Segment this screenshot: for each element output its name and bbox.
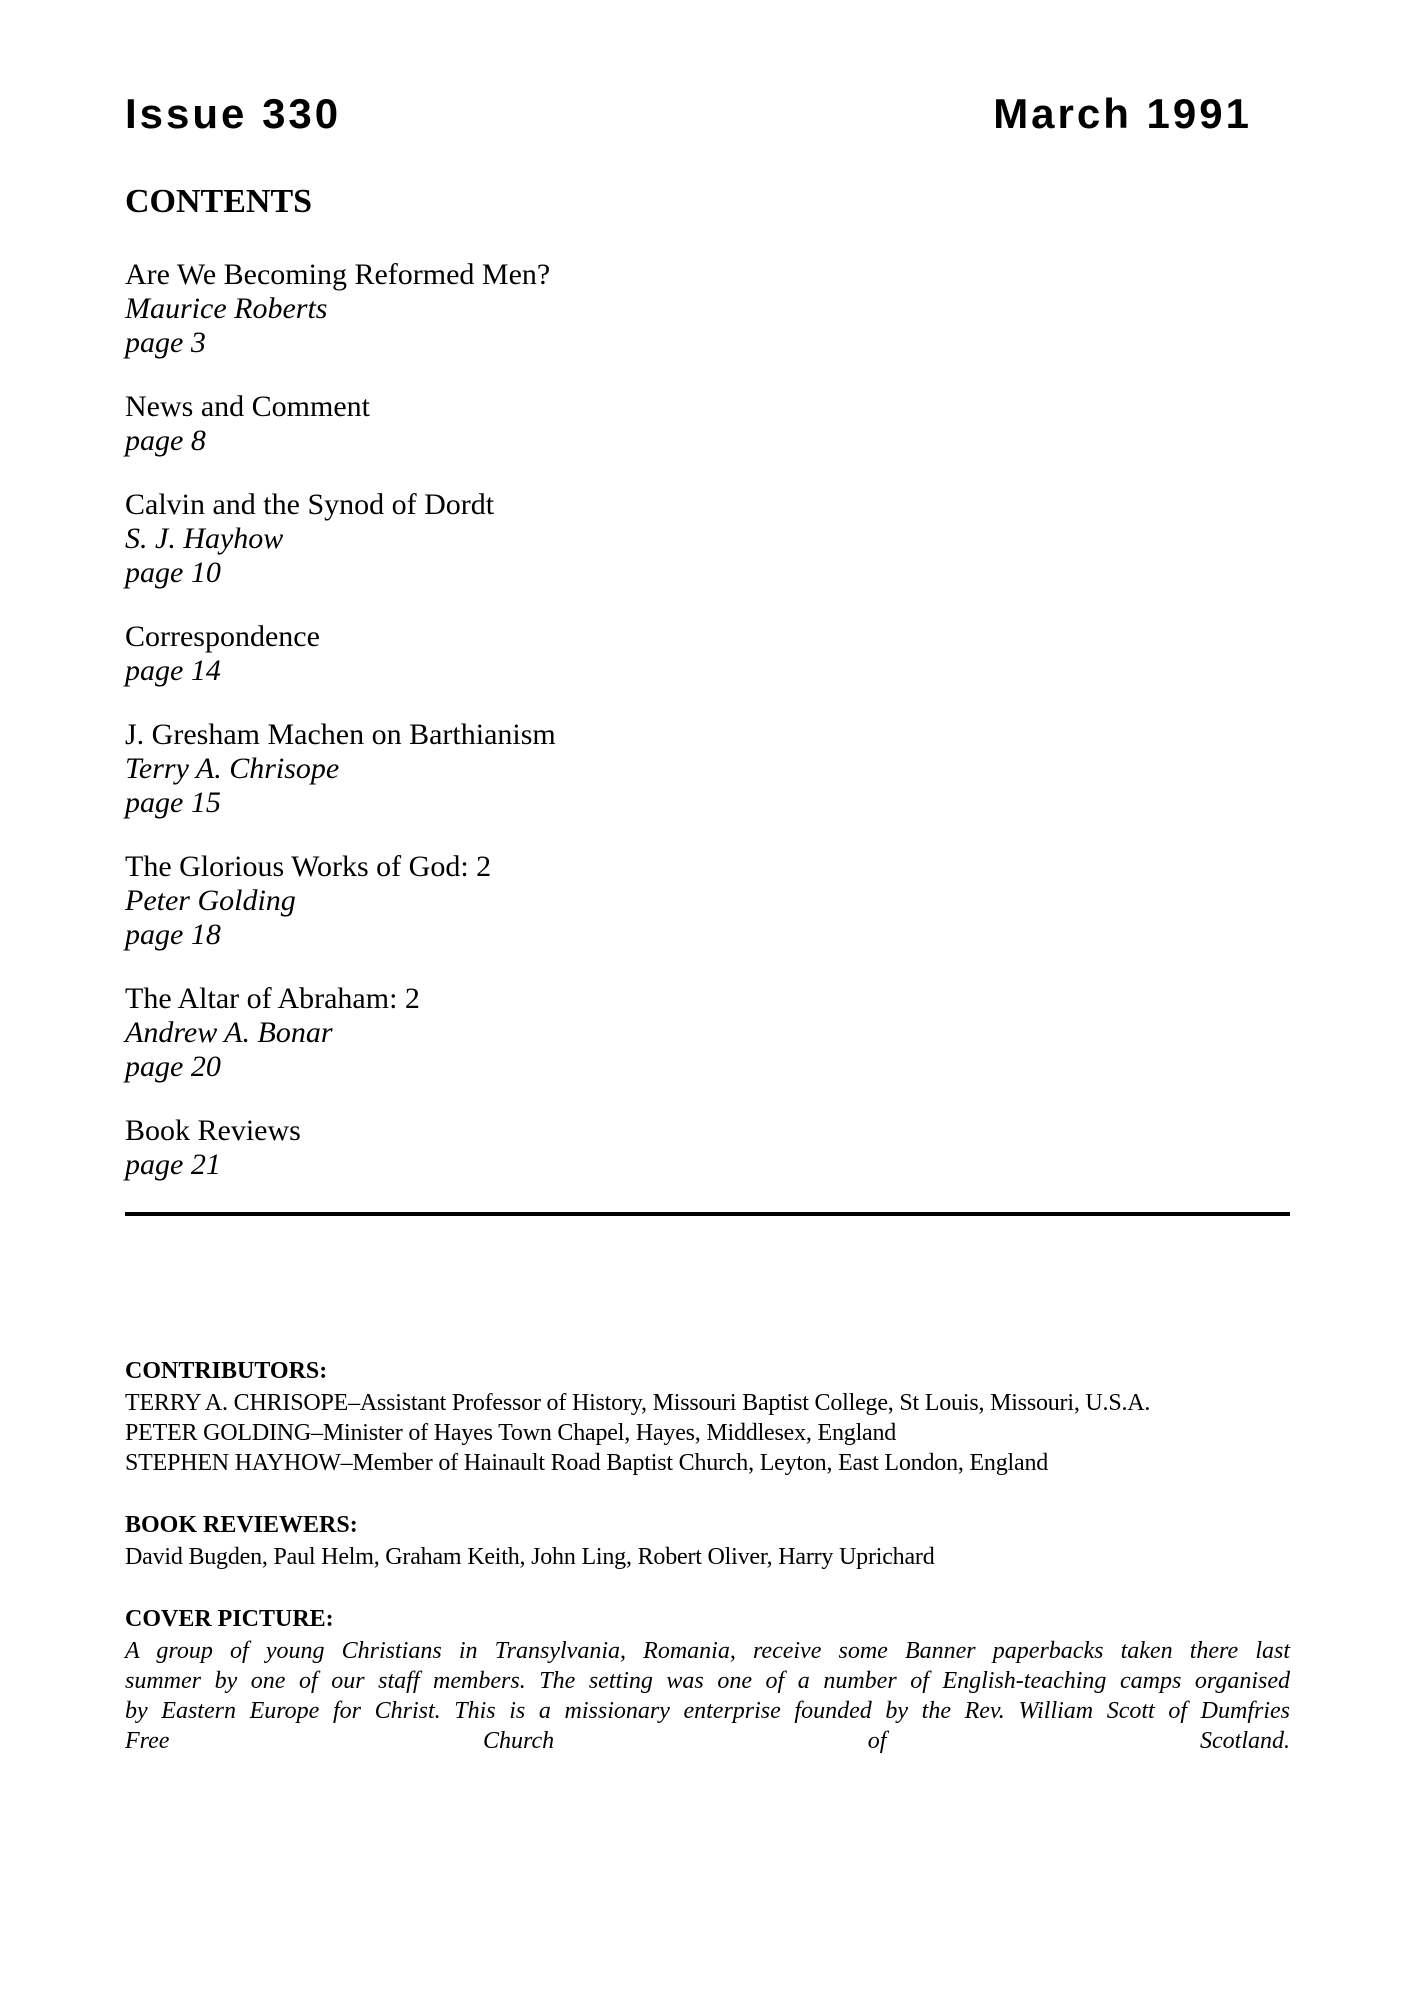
toc-item-page: page 10 — [125, 556, 221, 589]
toc-item-author: Peter Golding — [125, 884, 296, 917]
toc-item-title: The Glorious Works of God: 2 — [125, 850, 492, 883]
issue-number: Issue 330 — [125, 90, 342, 137]
book-reviewers-section — [125, 1510, 1290, 1572]
contents-heading: CONTENTS — [125, 183, 313, 220]
toc-item-page: page 14 — [125, 654, 221, 687]
toc-item-title: Calvin and the Synod of Dordt — [125, 488, 495, 521]
issue-date: March 1991 — [993, 90, 1252, 137]
toc-item-author: Andrew A. Bonar — [125, 1016, 333, 1049]
toc-item-title: News and Comment — [125, 390, 370, 423]
cover-picture-line: A group of young Christians in Transylvania, Romania, receive some Banner paperbacks taken there last — [125, 1638, 1290, 1664]
masthead — [125, 90, 1290, 138]
contributors-section — [125, 1356, 1290, 1478]
toc-item-title: The Altar of Abraham: 2 — [125, 982, 420, 1015]
toc-item — [125, 488, 1290, 590]
contributor-line: TERRY A. CHRISOPE–Assistant Professor of History, Missouri Baptist College, St Louis, Missouri, U.S.A. — [125, 1390, 1151, 1416]
toc-item-author: Maurice Roberts — [125, 292, 328, 325]
toc-item — [125, 258, 1290, 360]
toc-item-author: Terry A. Chrisope — [125, 752, 340, 785]
contributors-heading: CONTRIBUTORS: — [125, 1358, 328, 1384]
cover-picture-line: summer by one of our staff members. The setting was one of a number of English-teaching camps organised — [125, 1668, 1290, 1694]
toc-item-page: page 3 — [125, 326, 206, 359]
toc-item-page: page 20 — [125, 1050, 221, 1083]
cover-picture-heading: COVER PICTURE: — [125, 1606, 334, 1632]
toc-item-title: Are We Becoming Reformed Men? — [125, 258, 551, 291]
toc-item — [125, 1114, 1290, 1182]
toc-item-author: S. J. Hayhow — [125, 522, 284, 555]
divider-rule — [125, 1212, 1290, 1216]
cover-picture-line: Free Church of Scotland. — [125, 1728, 1290, 1754]
book-reviewers-line: David Bugden, Paul Helm, Graham Keith, John Ling, Robert Oliver, Harry Uprichard — [125, 1544, 935, 1570]
book-reviewers-heading: BOOK REVIEWERS: — [125, 1512, 358, 1538]
toc-item-title: Book Reviews — [125, 1114, 301, 1147]
toc-item-page: page 15 — [125, 786, 221, 819]
toc-item — [125, 718, 1290, 820]
contributor-line: PETER GOLDING–Minister of Hayes Town Chapel, Hayes, Middlesex, England — [125, 1420, 897, 1446]
contributor-line: STEPHEN HAYHOW–Member of Hainault Road Baptist Church, Leyton, East London, England — [125, 1450, 1049, 1476]
toc-list — [125, 258, 1290, 1182]
toc-item-page: page 21 — [125, 1148, 221, 1181]
toc-item — [125, 982, 1290, 1084]
cover-picture-line: by Eastern Europe for Christ. This is a missionary enterprise founded by the Rev. William Scott of Dumfries — [125, 1698, 1290, 1724]
toc-item-page: page 8 — [125, 424, 206, 457]
toc-item — [125, 850, 1290, 952]
toc-item-page: page 18 — [125, 918, 221, 951]
toc-item — [125, 620, 1290, 688]
toc-item-title: Correspondence — [125, 620, 320, 653]
cover-picture-section — [125, 1604, 1290, 1756]
toc-item-title: J. Gresham Machen on Barthianism — [125, 718, 556, 751]
toc-item — [125, 390, 1290, 458]
